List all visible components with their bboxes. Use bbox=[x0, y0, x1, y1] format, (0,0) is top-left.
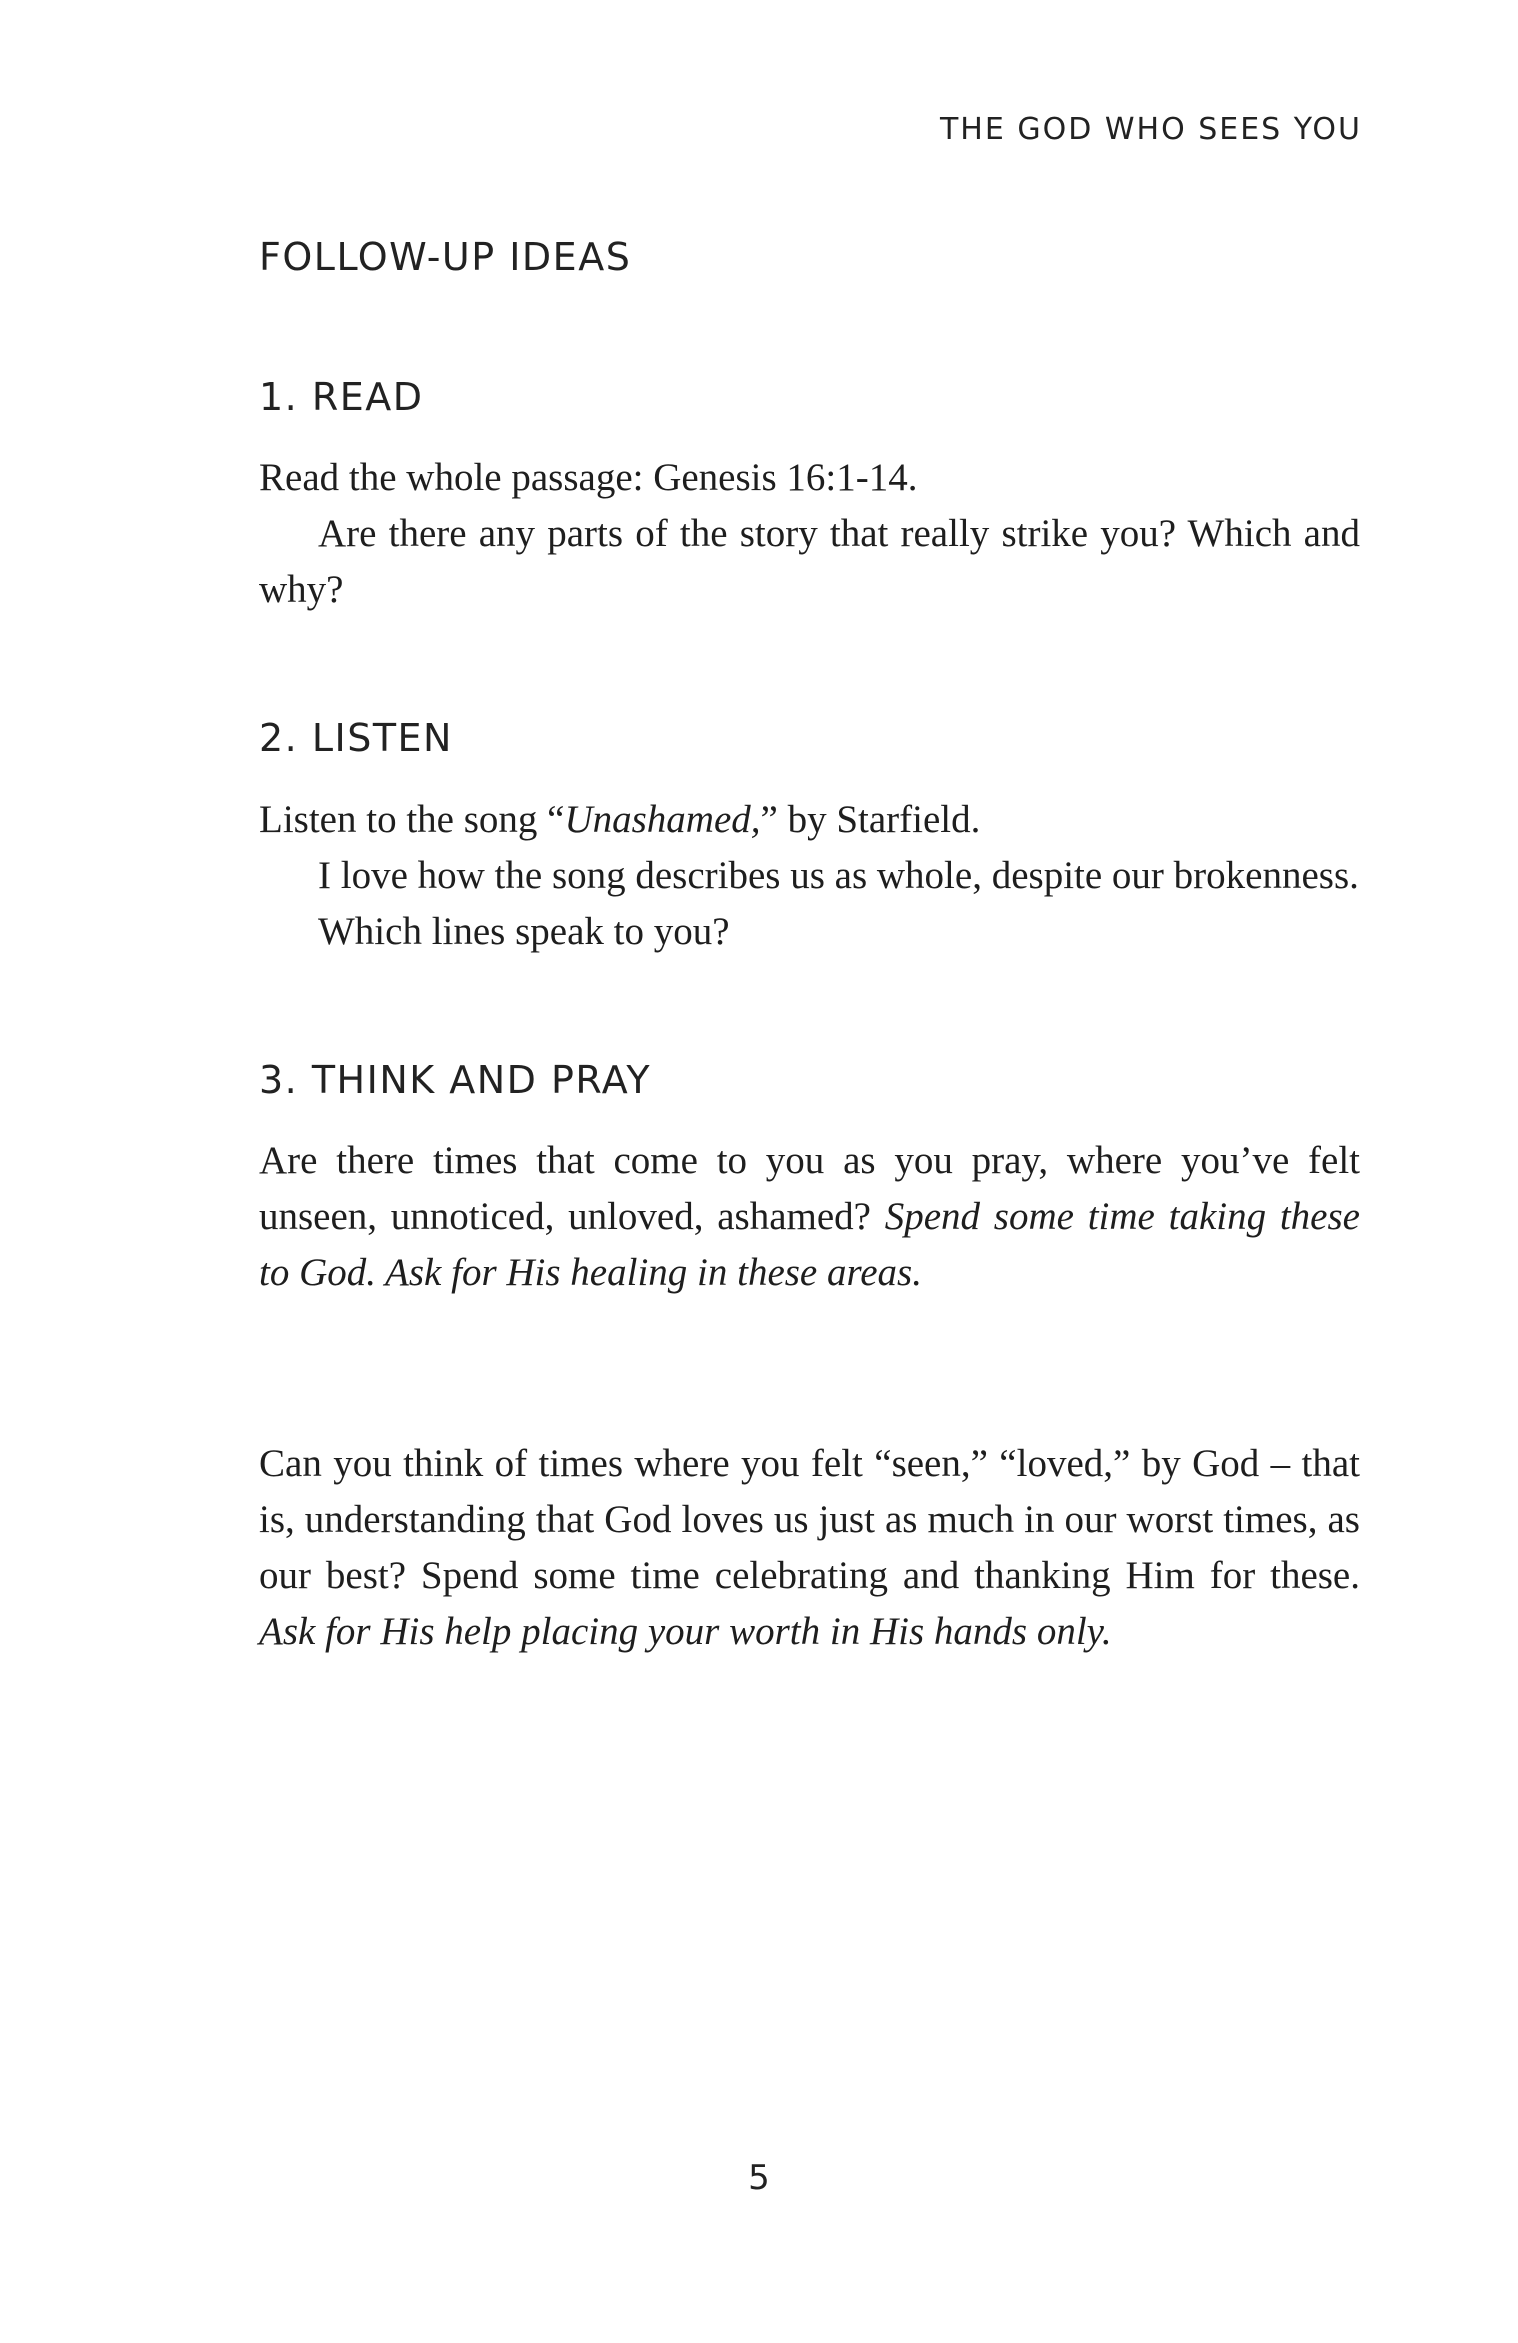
listen-text-after: ” by Starfield. bbox=[760, 797, 981, 841]
section-heading-listen: 2. LISTEN bbox=[259, 716, 453, 761]
running-head: THE GOD WHO SEES YOU bbox=[939, 112, 1362, 147]
page-number: 5 bbox=[748, 2158, 770, 2198]
section-think-and-pray bbox=[259, 1058, 1360, 1302]
think-pray-p1-italic: Spend some time taking these to God. Ask for His healing in these areas. bbox=[259, 1195, 1360, 1295]
listen-text-before: Listen to the song “ bbox=[259, 797, 565, 841]
page-content bbox=[259, 235, 1360, 1660]
think-pray-p2-plain: Can you think of times where you felt “seen,” “loved,” by God – that is, understanding that God loves us just as much in our worst times, as our best? Spend some time celebrating and thanking Him for these. bbox=[259, 1442, 1360, 1598]
think-pray-paragraph-1 bbox=[259, 1133, 1360, 1301]
section-heading-read: 1. READ bbox=[259, 374, 424, 419]
read-paragraph-1: Read the whole passage: Genesis 16:1-14. bbox=[259, 456, 918, 500]
think-pray-p1-plain: Are there times that come to you as you pray, where you’ve felt unseen, unnoticed, unloved, ashamed? bbox=[259, 1139, 1360, 1239]
listen-paragraph-1 bbox=[259, 792, 1360, 848]
think-pray-paragraph-2 bbox=[259, 1436, 1360, 1660]
think-pray-p2-italic: Ask for His help placing your worth in His hands only. bbox=[259, 1610, 1112, 1654]
read-paragraph-2: Are there any parts of the story that really strike you? Which and why? bbox=[259, 512, 1360, 612]
section-read bbox=[259, 375, 1360, 619]
page-title: FOLLOW-UP IDEAS bbox=[259, 235, 632, 279]
section-listen bbox=[259, 716, 1360, 960]
listen-paragraph-3: Which lines speak to you? bbox=[318, 909, 730, 953]
listen-paragraph-2: I love how the song describes us as whole, despite our brokenness. bbox=[318, 853, 1359, 897]
section-heading-think-pray: 3. THINK AND PRAY bbox=[259, 1057, 652, 1102]
song-title: Unashamed, bbox=[564, 797, 761, 841]
